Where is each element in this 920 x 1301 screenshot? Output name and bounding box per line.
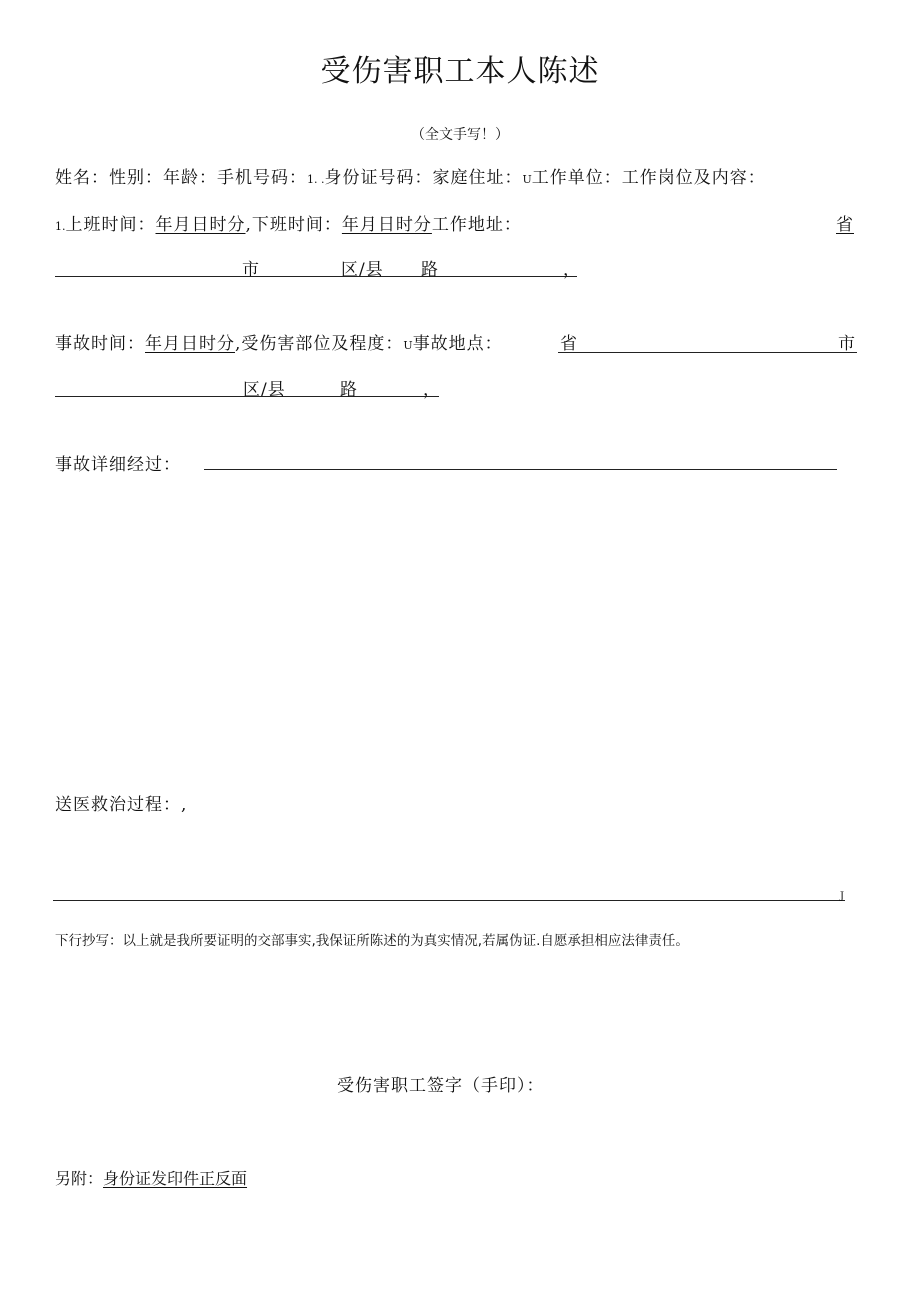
injury-label: 受伤害部位及程度： [241,334,404,354]
work-address-rule [55,276,577,277]
work-city-label: 市 [242,260,260,280]
name-label: 姓名： [55,168,109,188]
end-time-label: 下班时间： [251,215,342,235]
scan-mark: U [403,339,413,352]
separator: , [235,334,242,354]
treatment-rule [53,900,845,901]
accident-info-line [55,329,503,354]
work-district-label: 区/县 [341,260,384,280]
work-road-label: 路 [421,260,439,280]
end-time-value: 年月日时分 [341,215,432,235]
copy-statement: 下行抄写：以上就是我所要证明的交部事实,我保证所陈述的为真实情况,若属伪证.自愿承担相应法律责任。 [55,933,689,949]
post-label: 工作岗位及内容： [621,168,766,188]
page-title: 受伤害职工本人陈述 [320,54,600,89]
accident-district-label: 区/县 [243,380,286,400]
personal-info-line [55,163,766,188]
accident-detail-label: 事故详细经过： [55,455,181,475]
accident-time-value: 年月日时分 [145,334,235,354]
home-address-label: 家庭住址： [432,168,523,188]
line-end-comma: ， [563,260,581,280]
start-time-value: 年月日时分 [155,215,246,235]
handwriting-note: （全文手写！） [411,127,509,143]
work-address-label: 工作地址： [431,215,522,235]
scan-mark: J [840,891,845,902]
work-time-line [55,210,522,235]
accident-city-label: 市 [838,334,856,354]
work-province-label: 省 [836,215,854,235]
treatment-label: 送医救治过程：, [55,795,188,815]
accident-time-label: 事故时间： [55,334,145,354]
phone-label: 手机号码： [217,168,307,188]
separator: , [245,215,252,235]
accident-place-label: 事故地点： [412,334,503,354]
scan-mark: 1. . [307,173,325,186]
line-end-comma: ， [423,380,441,400]
gender-label: 性别： [109,168,163,188]
attachment-label: 另附： [55,1169,104,1188]
scan-mark: 1. [55,220,66,233]
accident-place-rule [558,352,857,353]
attachment-value: 身份证发印件正反面 [103,1169,248,1188]
signature-label: 受伤害职工签字（手印）： [337,1076,545,1096]
employer-label: 工作单位： [531,168,622,188]
accident-province-label: 省 [560,334,578,354]
start-time-label: 上班时间： [65,215,156,235]
scan-mark: U [522,173,532,186]
age-label: 年龄： [163,168,217,188]
attachment-line [55,1166,247,1189]
accident-road-label: 路 [340,380,358,400]
accident-detail-rule [204,469,837,470]
id-number-label: 身份证号码： [324,168,433,188]
